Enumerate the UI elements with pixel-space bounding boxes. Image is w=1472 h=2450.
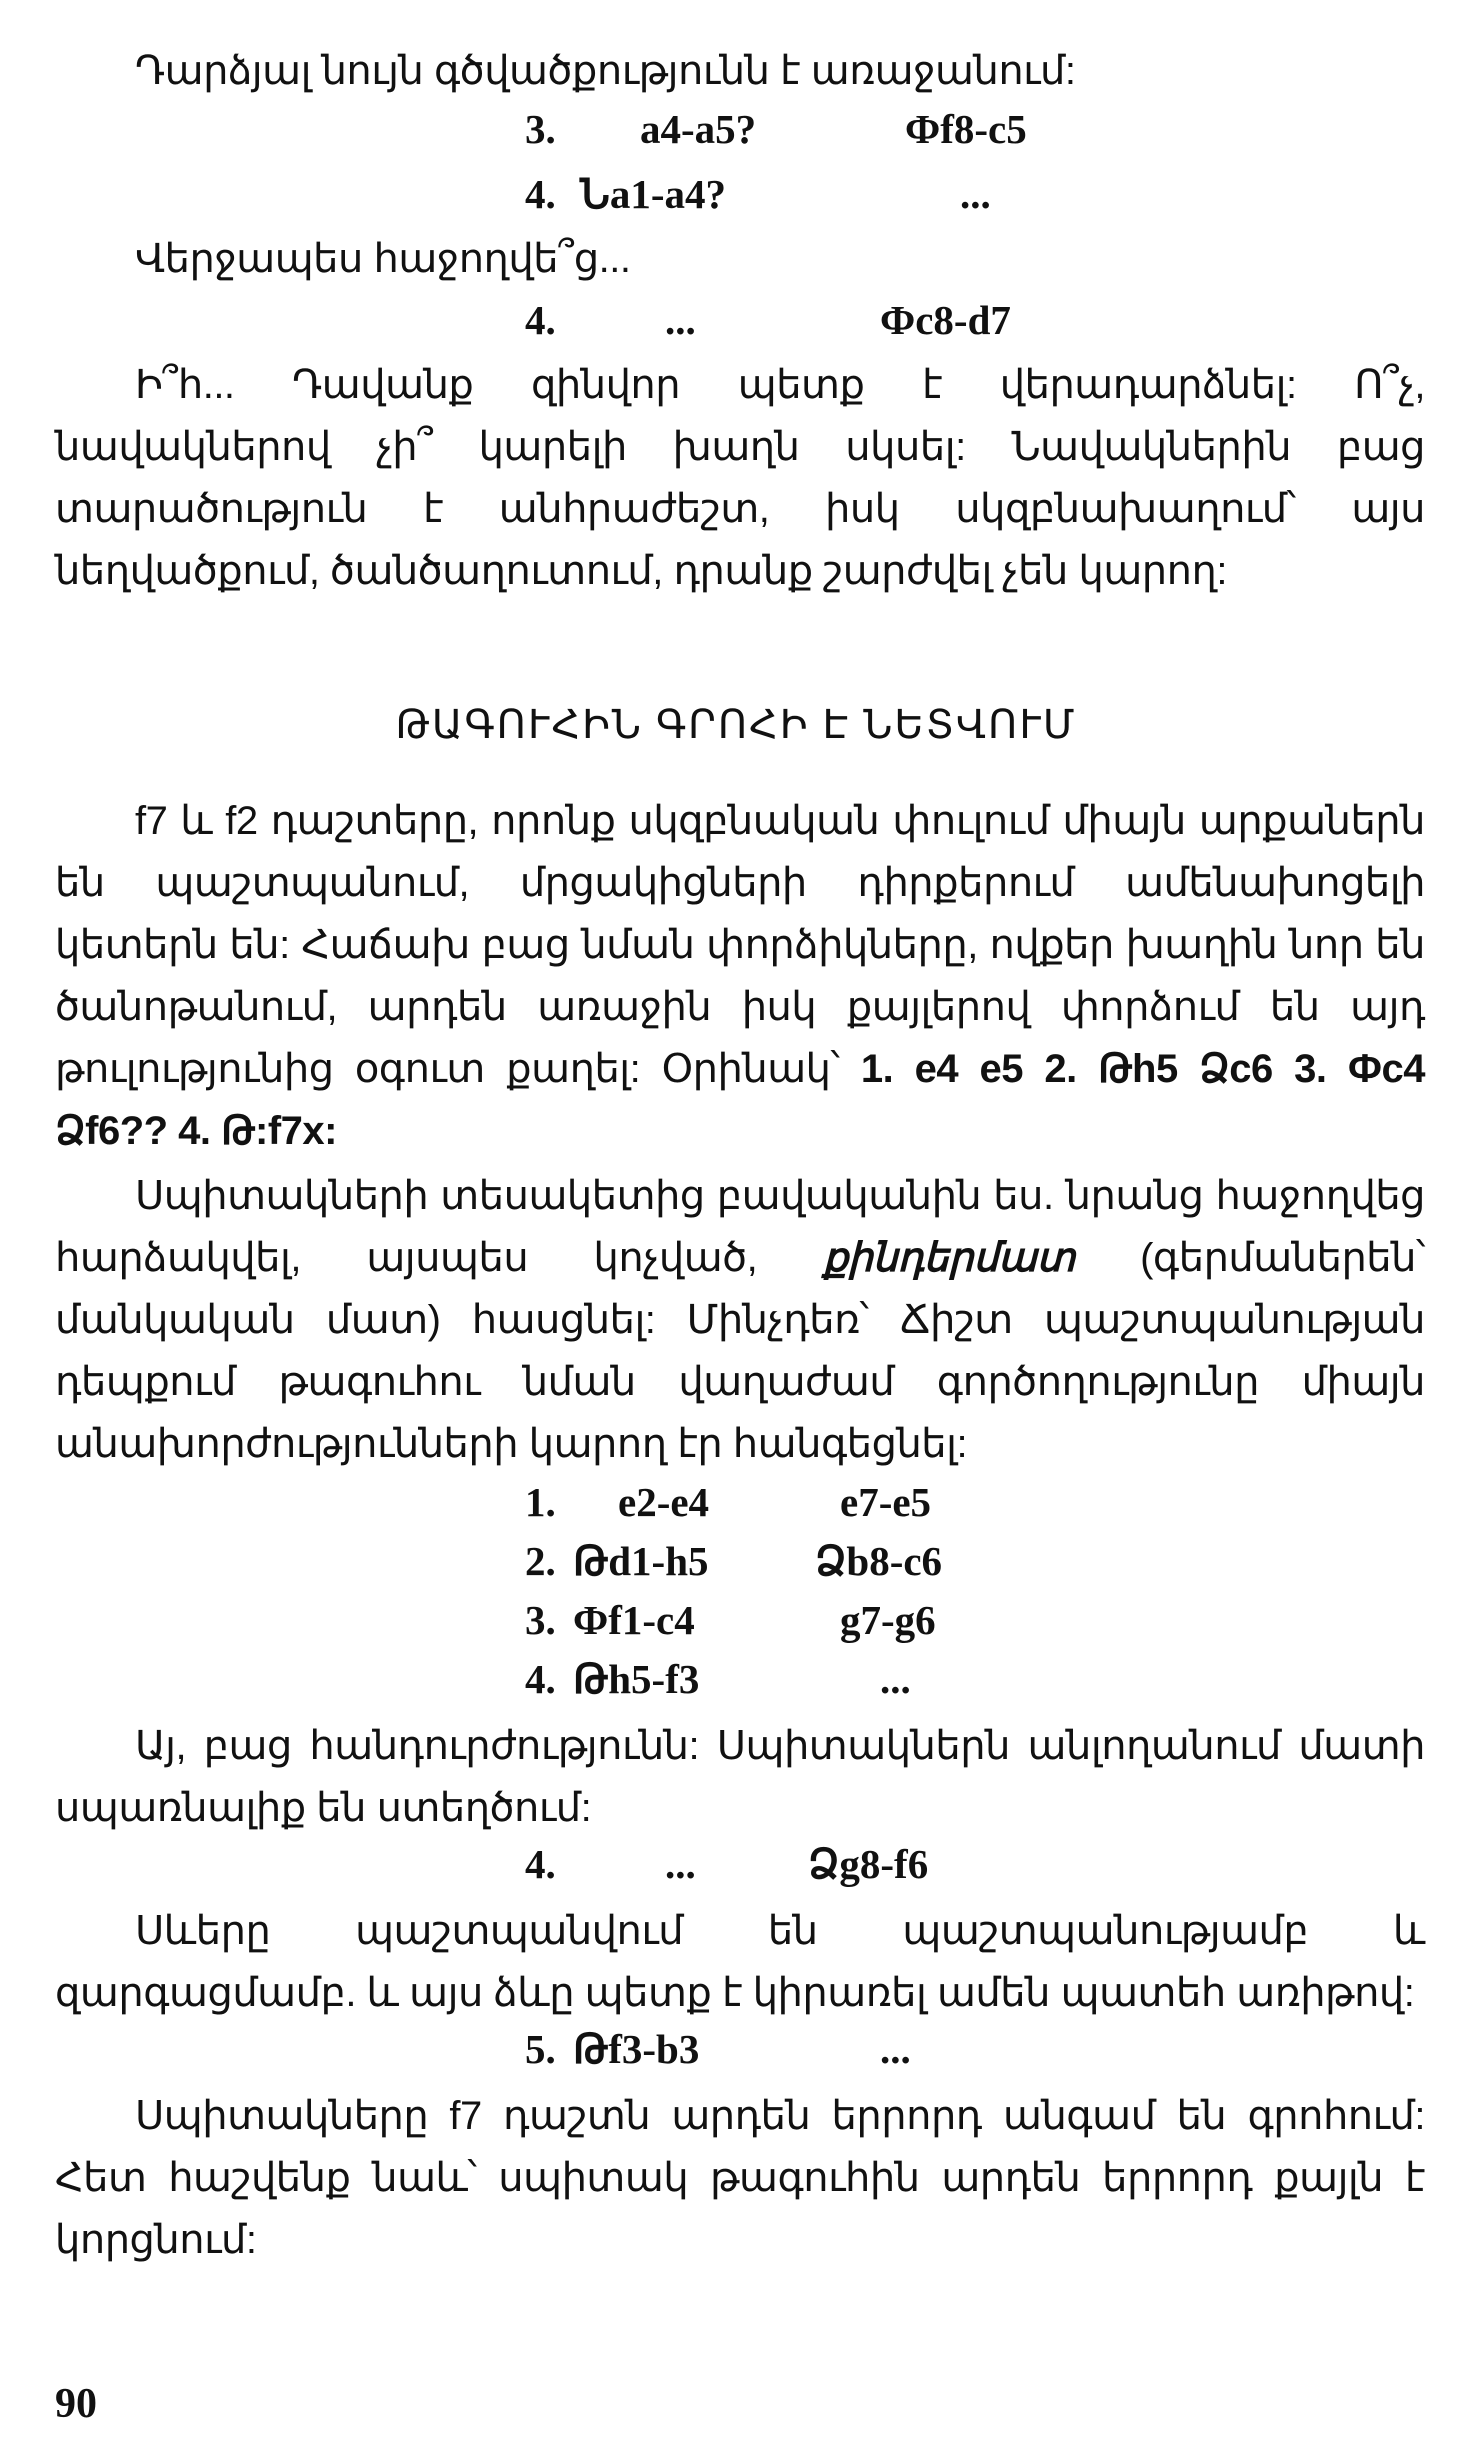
move-black: e7-e5 [840, 1479, 932, 1525]
move-black: ... [880, 1656, 911, 1702]
paragraph-4-text: Սպիտակների տեսակետից բավականին ես. նրանց հաջողվեց հարձակվել, այսպես կոչված, [55, 1174, 1426, 1280]
move-black: ... [880, 2026, 911, 2072]
move-white: Թf3-b3 [573, 2026, 700, 2072]
move-num: 5. [525, 2026, 556, 2072]
move-num: 1. [525, 1479, 556, 1525]
move-white: a4-a5? [640, 106, 757, 152]
paragraph-3: Ի՞հ... Դավանք զինվոր պետք է վերադարձնել: Ո՞չ, նավակներով չի՞ կարելի խաղն սկսել: Նավակներին բաց տարածություն է անհրաժեշտ, իսկ սկզբնախաղում՝ այս նեղվածքում, ծանծաղուտում, դրանք շարժվել չեն կարող: [55, 363, 1425, 593]
section-intro-text: f7 և f2 դաշտերը, որոնք սկզբնական փուլում միայն արքաներն են պաշտպանում, մրցակիցների դիրքերում ամենախոցելի կետերն են: Հաճախ բաց նման փորձիկները, ովքեր խաղին նոր են ծանոթանում, արդեն առաջին իսկ քայլերով փորձում են այդ թուլությունից օգուտ քաղել: Օրինակ՝ [55, 799, 1425, 1091]
paragraph-4-rest: (գերմաներեն՝ մանկական մատ) հասցնել: Մինչդեռ՝ Ճիշտ պաշտպանության դեպքում թագուհու նման վաղաժամ գործողությունը միայն անախորժությունների կարող էր հանգեցնել: [55, 1236, 1426, 1466]
move-num: 4. [525, 171, 556, 217]
move-num: 4. [525, 1841, 556, 1887]
paragraph-5: Այ, բաց հանդուրժությունն: Սպիտակներն անլողանում մատի սպառնալիք են ստեղծում: [55, 1724, 1425, 1830]
section-heading: ԹԱԳՈՒՀԻՆ ԳՐՈՀԻ Է ՆԵՏՎՈՒՄ [395, 703, 1077, 747]
move-white: Նa1-a4? [580, 171, 727, 217]
paragraph-7: Սպիտակները f7 դաշտն արդեն երրորդ անգամ են գրոհում: Հետ հաշվենք նաև՝ սպիտակ թագուհին արդեն երրորդ քայլն է կորցնում: [55, 2094, 1425, 2262]
move-black: ... [960, 171, 991, 217]
paragraph-2: Վերջապես հաջողվե՞ց... [135, 237, 631, 281]
move-num: 3. [525, 106, 556, 152]
move-num: 4. [525, 297, 556, 343]
move-num: 3. [525, 1597, 556, 1643]
paragraph-6: Սևերը պաշտպանվում են պաշտպանությամբ և զարգացմամբ. և այս ձևը պետք է կիրառել ամեն պատեհ առիթով: [55, 1909, 1425, 2015]
move-black: Фf8-c5 [905, 106, 1027, 152]
move-black: Фc8-d7 [880, 297, 1011, 343]
move-black: Ձg8-f6 [808, 1841, 929, 1887]
move-white: Թd1-h5 [573, 1538, 709, 1584]
page-number: 90 [55, 2381, 97, 2427]
move-black: Ձb8-c6 [815, 1538, 943, 1584]
example-moves: 1. e4 e5 2. Թh5 Ձc6 3. Фc4 Ձf6?? 4. Թ:f7x: [55, 1047, 1425, 1153]
kindermat-term: քինդերմատ [822, 1236, 1075, 1280]
move-white: ... [665, 297, 696, 343]
paragraph-4 [55, 1165, 1425, 1475]
section-intro [55, 790, 1425, 1162]
move-white: Թh5-f3 [573, 1656, 700, 1702]
move-num: 4. [525, 1656, 556, 1702]
move-white: ... [665, 1841, 696, 1887]
move-black: g7-g6 [840, 1597, 936, 1643]
paragraph-1: Դարձյալ նույն գծվածքությունն է առաջանում: [135, 49, 1076, 93]
move-num: 2. [525, 1538, 556, 1584]
move-white: Фf1-c4 [573, 1597, 695, 1643]
move-white: e2-e4 [618, 1479, 710, 1525]
